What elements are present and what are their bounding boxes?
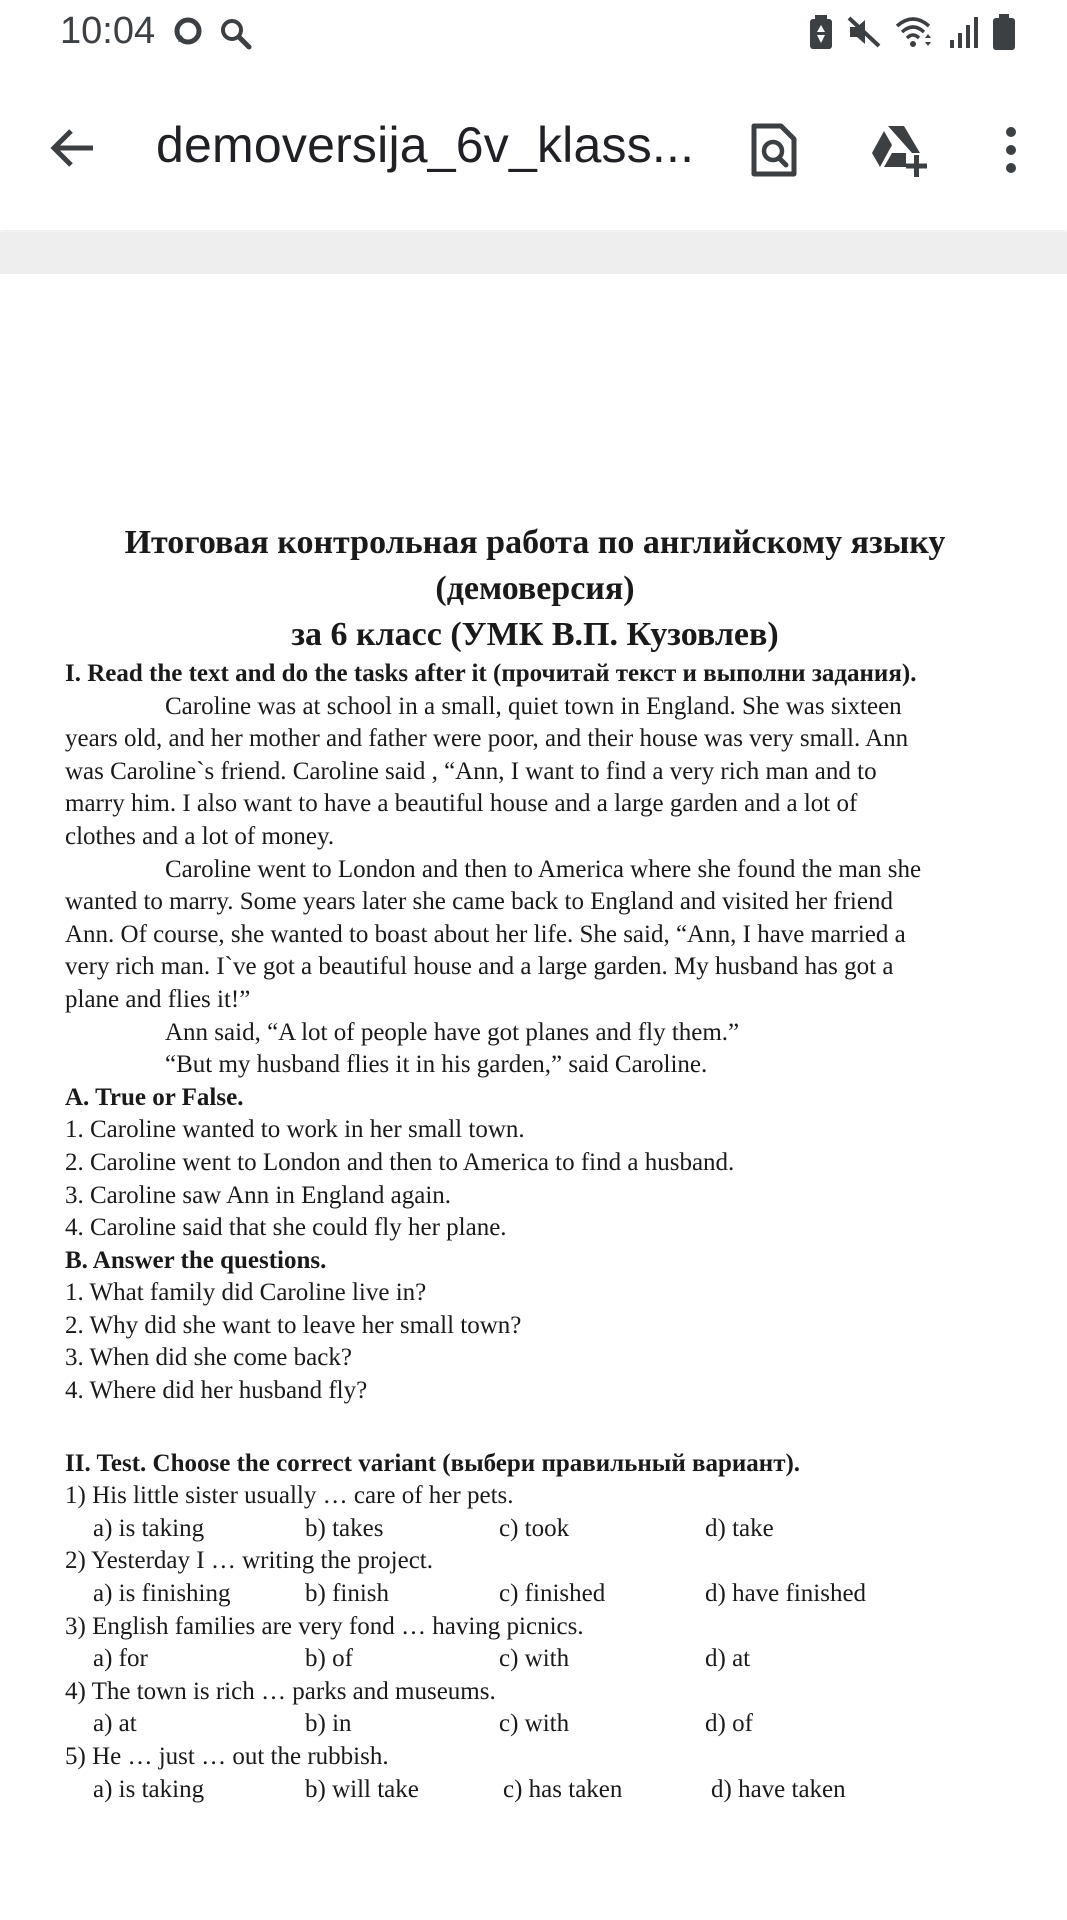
more-options-icon	[1003, 126, 1019, 174]
section-2-heading: II. Test. Choose the correct variant (выбери правильный вариант).	[65, 1449, 801, 1477]
app-bar	[0, 64, 1067, 230]
answer-option: d) have taken	[711, 1775, 846, 1803]
chat-bubble-icon	[172, 16, 204, 48]
status-bar	[0, 0, 1067, 64]
answer-option: a) for	[93, 1645, 148, 1673]
text-line: very rich man. I`ve got a beautiful house and a large garden. My husband has got a	[65, 953, 894, 981]
text-line: clothes and a lot of money.	[65, 822, 335, 850]
find-in-document-button[interactable]	[744, 120, 804, 180]
list-item: 3. Caroline saw Ann in England again.	[65, 1181, 452, 1209]
document-heading	[65, 520, 1005, 658]
text-line: plane and flies it!”	[65, 985, 251, 1013]
battery-saver-icon	[809, 15, 833, 49]
battery-icon	[993, 14, 1015, 50]
test-question: 3) English families are very fond … having picnics.	[65, 1612, 584, 1640]
answer-options	[65, 1578, 1045, 1611]
list-item: 4. Where did her husband fly?	[65, 1377, 368, 1405]
heading-line: за 6 класс (УМК В.П. Кузовлев)	[291, 616, 779, 653]
list-item: 1. Caroline wanted to work in her small town.	[65, 1116, 525, 1144]
list-item: 1. What family did Caroline live in?	[65, 1279, 427, 1307]
search-icon	[218, 16, 252, 50]
answer-option: c) took	[499, 1514, 570, 1542]
answer-option: c) with	[499, 1645, 570, 1673]
text-line: wanted to marry. Some years later she came back to England and visited her friend	[65, 888, 893, 916]
search-in-document-icon	[751, 123, 797, 177]
answer-option: a) is finishing	[93, 1580, 231, 1608]
heading-line: (демоверсия)	[435, 570, 635, 607]
answer-option: b) will take	[305, 1775, 419, 1803]
text-line: Caroline was at school in a small, quiet town in England. She was sixteen	[165, 692, 902, 720]
answer-options	[65, 1513, 1045, 1546]
answer-options	[65, 1774, 1045, 1807]
mute-icon	[847, 15, 881, 49]
answer-option: c) has taken	[503, 1775, 623, 1803]
answer-option: b) in	[305, 1710, 352, 1738]
list-item: 2. Why did she want to leave her small town?	[65, 1311, 522, 1339]
answer-option: c) with	[499, 1710, 570, 1738]
list-item: 3. When did she come back?	[65, 1344, 352, 1372]
answer-option: b) finish	[305, 1580, 390, 1608]
heading-line: Итоговая контрольная работа по английскому языку	[124, 524, 946, 561]
back-button[interactable]	[44, 120, 100, 176]
document-title: demoversija_6v_klass...	[156, 117, 695, 173]
signal-icon	[949, 16, 979, 48]
list-item: 4. Caroline said that she could fly her plane.	[65, 1214, 507, 1242]
text-line: Caroline went to London and then to America where she found the man she	[165, 855, 922, 883]
answer-option: a) at	[93, 1710, 137, 1738]
answer-options	[65, 1708, 1045, 1741]
section-1-heading: I. Read the text and do the tasks after it (прочитай текст и выполни задания).	[65, 660, 917, 687]
answer-option: d) of	[705, 1710, 753, 1738]
status-icons-left	[172, 16, 252, 50]
test-question: 1) His little sister usually … care of her pets.	[65, 1482, 514, 1510]
status-time: 10:04	[60, 10, 156, 52]
answer-option: c) finished	[499, 1580, 606, 1608]
add-to-drive-icon	[870, 123, 930, 177]
text-line: Ann. Of course, she wanted to boast about her life. She said, “Ann, I have married a	[65, 920, 906, 948]
answer-option: d) have finished	[705, 1580, 867, 1608]
section-a-heading: A. True or False.	[65, 1083, 244, 1111]
test-question: 2) Yesterday I … writing the project.	[65, 1547, 433, 1575]
arrow-back-icon	[49, 128, 95, 168]
status-icons-right	[809, 14, 1015, 50]
text-line: “But my husband flies it in his garden,” said Caroline.	[165, 1051, 708, 1079]
text-line: years old, and her mother and father were poor, and their house was very small. Ann	[65, 725, 909, 753]
text-line: Ann said, “A lot of people have got planes and fly them.”	[165, 1018, 740, 1046]
answer-options	[65, 1643, 1045, 1676]
add-to-drive-button[interactable]	[870, 120, 930, 180]
page-separator	[0, 232, 1067, 274]
text-line: was Caroline`s friend. Caroline said , “Ann, I want to find a very rich man and to	[65, 757, 877, 785]
text-line: marry him. I also want to have a beautiful house and a large garden and a lot of	[65, 790, 858, 818]
more-options-button[interactable]	[981, 120, 1041, 180]
test-question: 4) The town is rich … parks and museums.	[65, 1677, 496, 1705]
wifi-icon	[895, 16, 935, 48]
test-question: 5) He … just … out the rubbish.	[65, 1743, 389, 1770]
answer-option: b) takes	[305, 1514, 384, 1542]
answer-option: a) is taking	[93, 1775, 205, 1803]
document-page	[65, 520, 1045, 1806]
answer-option: b) of	[305, 1645, 353, 1673]
answer-option: a) is taking	[93, 1514, 205, 1542]
answer-option: d) take	[705, 1514, 774, 1542]
answer-option: d) at	[705, 1645, 751, 1673]
section-b-heading: B. Answer the questions.	[65, 1246, 327, 1274]
list-item: 2. Caroline went to London and then to America to find a husband.	[65, 1148, 735, 1176]
